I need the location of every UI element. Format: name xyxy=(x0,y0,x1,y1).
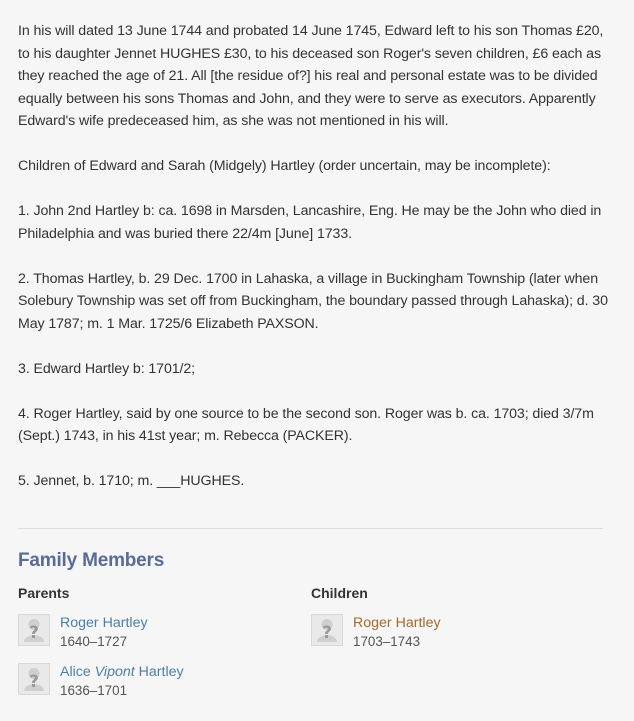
svg-text:?: ? xyxy=(29,623,39,643)
parent-dates: 1640–1727 xyxy=(60,634,128,649)
unknown-person-icon-glyph xyxy=(316,617,338,643)
bio-paragraph-child-5: 5. Jennet, b. 1710; m. ___HUGHES. xyxy=(18,473,245,489)
unknown-person-icon-glyph xyxy=(23,617,45,643)
children-heading: Children xyxy=(311,585,368,601)
parent-dates: 1636–1701 xyxy=(60,683,128,698)
unknown-person-icon[interactable] xyxy=(18,614,50,646)
svg-text:?: ? xyxy=(29,672,39,692)
child-name-link[interactable] xyxy=(353,614,441,632)
section-divider xyxy=(18,528,603,529)
parents-heading: Parents xyxy=(18,585,70,601)
bio-paragraph-children-intro: Children of Edward and Sarah (Midgely) Hartley (order uncertain, may be incomplete): xyxy=(18,158,551,174)
parent-maiden-name: Vipont xyxy=(94,664,135,680)
parent-last-name: Hartley xyxy=(138,664,184,680)
parent-member[interactable] xyxy=(18,663,288,703)
parent-name-link[interactable] xyxy=(60,614,148,632)
parent-name-link[interactable] xyxy=(60,663,184,681)
child-dates: 1703–1743 xyxy=(353,634,421,649)
child-last-name: Hartley xyxy=(395,615,441,631)
unknown-person-icon[interactable] xyxy=(311,614,343,646)
bio-paragraph-child-2: 2. Thomas Hartley, b. 29 Dec. 1700 in Lahaska, a village in Buckingham Township (later when Solebury Township was set off from Buckingham, the boundary passed through Lahaska); d. 30 May 1787; m. 1 Mar. 1725/6 Elizabeth PAXSON. xyxy=(18,270,608,332)
parent-last-name: Hartley xyxy=(102,615,148,631)
parent-first-name: Roger xyxy=(60,615,99,631)
family-members-heading: Family Members xyxy=(18,550,165,571)
unknown-person-icon[interactable] xyxy=(18,663,50,695)
parent-member[interactable] xyxy=(18,614,288,654)
bio-paragraph-child-4: 4. Roger Hartley, said by one source to be the second son. Roger was b. ca. 1703; died 3/7m (Sept.) 1743, in his 41st year; m. Rebecca (PACKER). xyxy=(18,405,594,444)
bio-paragraph-child-1: 1. John 2nd Hartley b: ca. 1698 in Marsden, Lancashire, Eng. He may be the John who died in Philadelphia and was buried there 22/4m [June] 1733. xyxy=(18,203,602,242)
bio-paragraph-will: In his will dated 13 June 1744 and probated 14 June 1745, Edward left to his son Thomas £20, to his daughter Jennet HUGHES £30, to his deceased son Roger's seven children, £6 each as they reached the age of 21. All [the residue of?] his real and personal estate was to be divided equally between his sons Thomas and John, and they were to serve as executors. Apparently Edward's wife predeceased him, as she was not mentioned in his will. xyxy=(18,23,604,129)
child-member[interactable] xyxy=(311,614,601,654)
bio-paragraph-child-3: 3. Edward Hartley b: 1701/2; xyxy=(18,360,196,377)
parent-first-name: Alice xyxy=(60,664,91,680)
svg-text:?: ? xyxy=(322,623,332,643)
unknown-person-icon-glyph xyxy=(23,666,45,692)
biography-text xyxy=(18,20,610,515)
child-first-name: Roger xyxy=(353,615,392,631)
